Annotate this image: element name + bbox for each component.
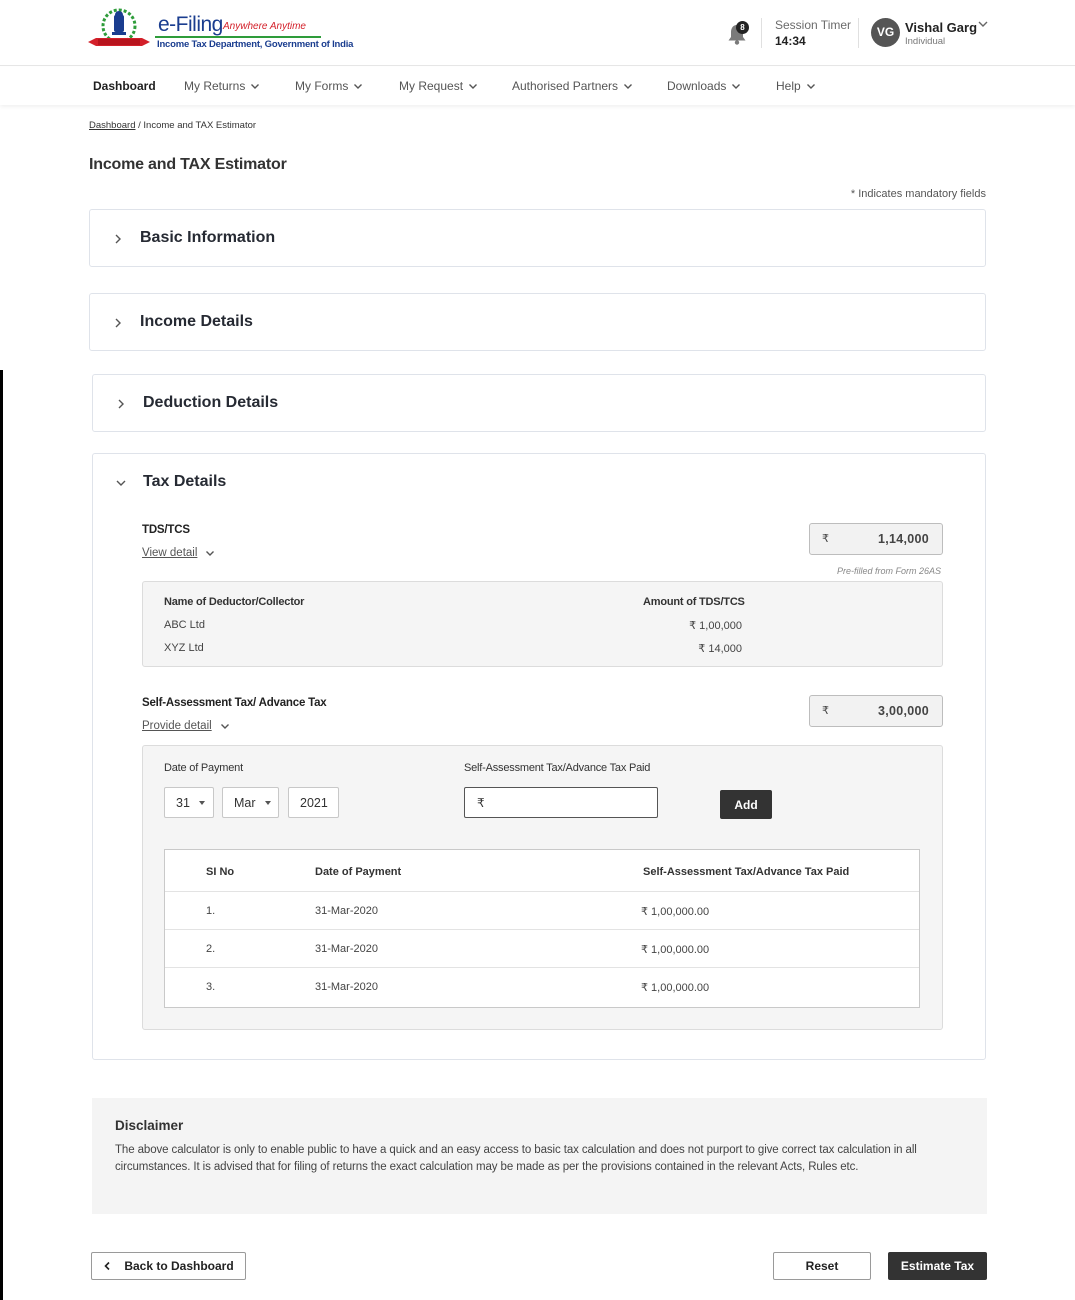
- accordion-header[interactable]: [90, 210, 985, 268]
- cell-amount: ₹ 1,00,000.00: [641, 944, 710, 956]
- nav-label: Dashboard: [93, 79, 156, 93]
- chevron-down-icon: [115, 477, 127, 489]
- chevron-right-icon: [112, 233, 124, 245]
- day-select[interactable]: [164, 787, 214, 818]
- prefilled-note: Pre-filled from Form 26AS: [837, 566, 942, 576]
- nav-dashboard[interactable]: [93, 79, 156, 93]
- breadcrumb: [89, 120, 256, 131]
- table-row: [165, 967, 919, 1005]
- chevron-right-icon: [112, 317, 124, 329]
- header-divider: [858, 18, 859, 48]
- view-detail-text: View detail: [142, 547, 198, 559]
- cell-amount: ₹ 1,00,000.00: [641, 982, 710, 994]
- tds-header-name: Name of Deductor/Collector: [164, 596, 305, 608]
- day-value: 31: [176, 795, 190, 810]
- year-value: 2021: [300, 795, 328, 810]
- nav-label: My Request: [399, 79, 464, 93]
- tds-row-name: ABC Ltd: [164, 619, 205, 631]
- self-assessment-label: Self-Assessment Tax/ Advance Tax: [142, 697, 327, 709]
- header-date: Date of Payment: [315, 866, 402, 878]
- cell-date: 31-Mar-2020: [315, 905, 378, 917]
- nav-downloads[interactable]: [667, 79, 741, 93]
- header-divider: [761, 18, 762, 48]
- efiling-logo[interactable]: [86, 6, 354, 56]
- user-name[interactable]: Vishal Garg: [905, 20, 978, 35]
- nav-my-returns[interactable]: [184, 79, 260, 93]
- nav-help[interactable]: [776, 79, 816, 93]
- accordion-title: Income Details: [140, 313, 253, 330]
- tds-row-name: XYZ Ltd: [164, 642, 204, 654]
- add-button[interactable]: Add: [720, 790, 772, 819]
- reset-button[interactable]: Reset: [773, 1252, 871, 1280]
- tax-paid-input[interactable]: [464, 787, 658, 818]
- tax-paid-label: Self-Assessment Tax/Advance Tax Paid: [464, 762, 651, 774]
- nav-label: Authorised Partners: [512, 79, 619, 93]
- session-timer-label: Session Timer: [775, 18, 852, 32]
- header-si-no: SI No: [206, 866, 235, 878]
- table-row: [165, 891, 919, 929]
- caret-down-icon: [199, 801, 205, 805]
- provide-detail-link[interactable]: [142, 720, 230, 732]
- chevron-down-icon: [731, 81, 741, 91]
- top-header: [0, 0, 1075, 66]
- month-select[interactable]: [222, 787, 279, 818]
- disclaimer-title: Disclaimer: [115, 1118, 184, 1133]
- chevron-left-icon: [103, 1261, 112, 1271]
- cell-amount: ₹ 1,00,000.00: [641, 906, 710, 918]
- chevron-down-icon: [220, 721, 230, 731]
- nav-my-request[interactable]: [399, 79, 478, 93]
- accordion-basic-information: [89, 209, 986, 267]
- tds-amount-value: 1,14,000: [877, 532, 929, 546]
- chevron-down-icon: [806, 81, 816, 91]
- emblem-icon: [86, 6, 152, 54]
- accordion-header[interactable]: [90, 294, 985, 352]
- cell-si-no: 1.: [206, 905, 216, 917]
- nav-label: Downloads: [667, 79, 727, 93]
- logo-subtitle: Income Tax Department, Government of India: [157, 39, 354, 50]
- cell-si-no: 2.: [206, 943, 216, 955]
- breadcrumb-separator: /: [135, 120, 144, 131]
- rupee-icon: ₹: [822, 533, 829, 545]
- accordion-header[interactable]: [93, 375, 985, 433]
- accordion-title: Basic Information: [140, 229, 276, 246]
- accordion-income-details: [89, 293, 986, 351]
- tds-row-amount: ₹ 1,00,000: [689, 620, 742, 632]
- tds-detail-panel: [142, 581, 943, 667]
- self-assessment-amount-value: 3,00,000: [877, 704, 929, 718]
- accordion-title: Deduction Details: [143, 394, 279, 411]
- cell-si-no: 3.: [206, 981, 216, 993]
- tds-row-amount: ₹ 14,000: [698, 643, 742, 655]
- back-button-label: Back to Dashboard: [124, 1259, 234, 1273]
- nav-authorised-partners[interactable]: [512, 79, 633, 93]
- self-assessment-amount-field: [809, 695, 943, 727]
- chevron-down-icon: [353, 81, 363, 91]
- mandatory-note: * Indicates mandatory fields: [850, 188, 986, 200]
- main-nav: [0, 67, 1075, 105]
- caret-down-icon: [265, 801, 271, 805]
- rupee-icon: ₹: [477, 795, 485, 810]
- back-to-dashboard-button[interactable]: [91, 1252, 246, 1280]
- logo-tagline: Anywhere Anytime: [223, 21, 306, 32]
- rupee-icon: ₹: [822, 705, 829, 717]
- chevron-down-icon: [623, 81, 633, 91]
- chevron-down-icon: [205, 548, 215, 558]
- table-row: [165, 929, 919, 967]
- nav-my-forms[interactable]: [295, 79, 363, 93]
- accordion-title: Tax Details: [143, 473, 227, 490]
- view-detail-link[interactable]: [142, 547, 215, 559]
- estimate-tax-button[interactable]: Estimate Tax: [888, 1252, 987, 1280]
- tds-amount-field: [809, 523, 943, 555]
- breadcrumb-dashboard-link[interactable]: Dashboard: [89, 120, 136, 131]
- page-title: Income and TAX Estimator: [89, 156, 287, 173]
- provide-detail-text: Provide detail: [142, 720, 212, 732]
- chevron-down-icon: [468, 81, 478, 91]
- user-role: Individual: [905, 36, 946, 47]
- payment-table: [164, 849, 920, 1008]
- cell-date: 31-Mar-2020: [315, 943, 378, 955]
- tds-header-amount: Amount of TDS/TCS: [643, 596, 745, 608]
- logo-title: e-Filing: [158, 13, 223, 36]
- accordion-deduction-details: [92, 374, 986, 432]
- chevron-down-icon[interactable]: [977, 18, 989, 30]
- header-amount: Self-Assessment Tax/Advance Tax Paid: [643, 866, 850, 878]
- month-value: Mar: [234, 795, 256, 810]
- chevron-down-icon: [250, 81, 260, 91]
- disclaimer-text: The above calculator is only to enable public to have a quick and an easy access to basic tax calculation and does not purport to give correct tax calculation in all circumstances. It is advised that for filing of returns the exact calculation may be made as per the provisions contained in the relevant Acts, Rules etc.: [115, 1144, 917, 1173]
- year-input[interactable]: [288, 787, 339, 818]
- accordion-header[interactable]: [93, 454, 985, 512]
- session-timer-value: 14:34: [775, 34, 806, 48]
- breadcrumb-current: Income and TAX Estimator: [143, 120, 257, 131]
- disclaimer-box: [92, 1098, 987, 1214]
- chevron-right-icon: [115, 398, 127, 410]
- left-edge-bar: [0, 370, 3, 1300]
- cell-date: 31-Mar-2020: [315, 981, 378, 993]
- nav-label: Help: [776, 79, 801, 93]
- nav-label: My Forms: [295, 79, 349, 93]
- date-of-payment-label: Date of Payment: [164, 762, 243, 774]
- tds-label: TDS/TCS: [142, 524, 190, 536]
- nav-label: My Returns: [184, 79, 246, 93]
- notification-badge: 8: [736, 21, 749, 34]
- logo-divider: [155, 36, 321, 38]
- table-header-row: [165, 850, 919, 891]
- avatar[interactable]: VG: [871, 18, 900, 47]
